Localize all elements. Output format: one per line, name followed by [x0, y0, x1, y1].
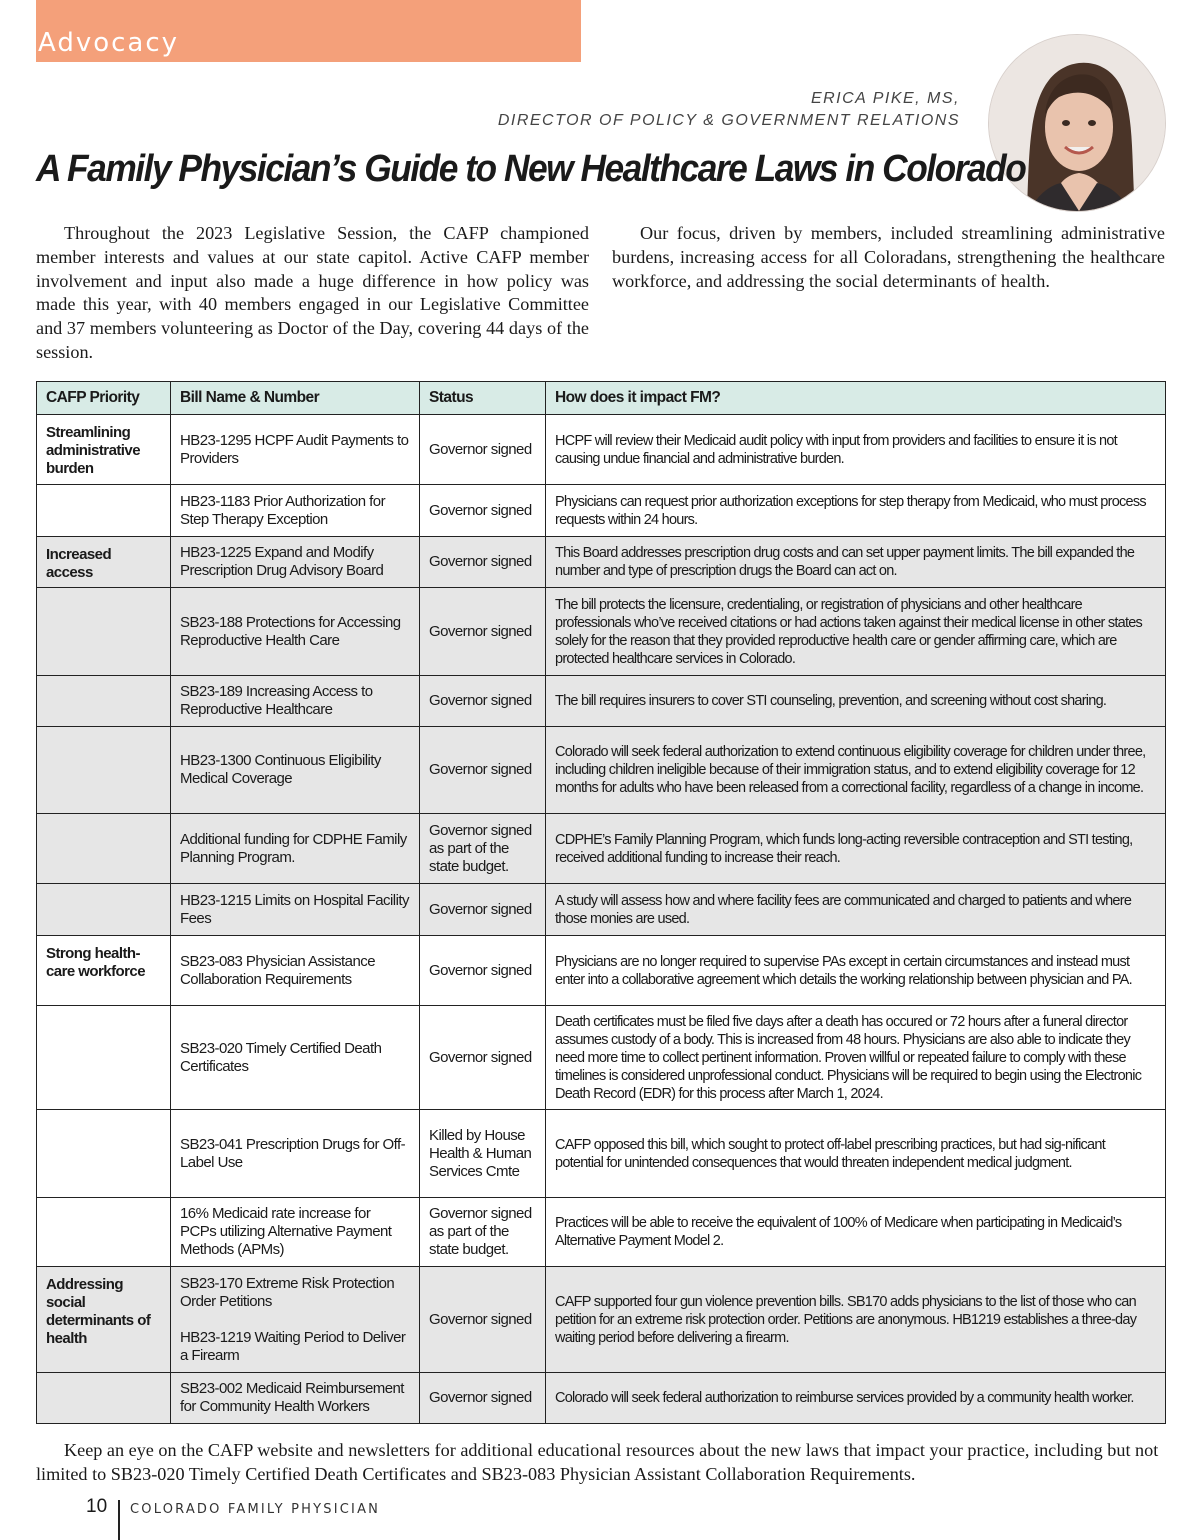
table-row: [37, 485, 1166, 537]
impact-cell: CAFP opposed this bill, which sought to protect off-label prescribing practices, but had sig-nificant potential for unintended consequences that would threaten independent medical judgment.: [546, 1110, 1166, 1198]
bill-cell: HB23-1225 Expand and Modify Prescription Drug Advisory Board: [171, 537, 420, 588]
publication-name: COLORADO FAMILY PHYSICIAN: [130, 1502, 381, 1517]
priority-cell: Addressing social determinants of health: [37, 1267, 171, 1373]
priority-cell: [37, 485, 171, 537]
bill-cell: HB23-1215 Limits on Hospital Facility Fees: [171, 884, 420, 936]
header-status: Status: [420, 382, 546, 415]
status-cell: Governor signed: [420, 936, 546, 1006]
status-cell: Governor signed as part of the state budget.: [420, 1198, 546, 1267]
bill-cell: HB23-1300 Continuous Eligibility Medical Coverage: [171, 727, 420, 814]
bill-cell: [171, 1267, 420, 1373]
priority-cell: Increased access: [37, 537, 171, 588]
bill-cell: SB23-188 Protections for Accessing Reproductive Health Care: [171, 588, 420, 676]
status-cell: Governor signed: [420, 485, 546, 537]
impact-cell: Death certificates must be filed five days after a death has occured or 72 hours after a funeral director assumes custody of a body. This is increased from 48 hours. Physicians are also able to indicate they need more time to collect pertinent information. Proven willful or repeated failure to comply with these timelines is considered unprofessional conduct. Physicians will be required to begin using the Electronic Death Record (EDR) for this process after March 1, 2024.: [546, 1006, 1166, 1110]
bill-cell: SB23-041 Prescription Drugs for Off-Label Use: [171, 1110, 420, 1198]
impact-cell: CDPHE’s Family Planning Program, which funds long-acting reversible contraception and STI testing, received additional funding to increase their reach.: [546, 814, 1166, 884]
impact-cell: The bill protects the licensure, credentialing, or registration of physicians and other healthcare professionals who’ve received citations or had actions taken against their medical license in other states solely for the reason that they provided reproductive health care or gender affirming care, which are protected healthcare services in Colorado.: [546, 588, 1166, 676]
table-header-row: [37, 382, 1166, 415]
priority-cell: [37, 727, 171, 814]
author-name: ERICA PIKE, MS,: [810, 90, 960, 107]
priority-cell: [37, 588, 171, 676]
table-row: [37, 1267, 1166, 1373]
intro-left-paragraph: Throughout the 2023 Legislative Session, the CAFP championed member interests and values at our state capitol. Active CAFP member involvement and input also made a huge difference in how policy was made this year, with 40 members engaged in our Legislative Committee and 37 members volunteering as Doctor of the Day, covering 44 days of the session.: [36, 223, 589, 362]
table-row: [37, 814, 1166, 884]
bill-cell: HB23-1183 Prior Authorization for Step Therapy Exception: [171, 485, 420, 537]
bill-cell: Additional funding for CDPHE Family Planning Program.: [171, 814, 420, 884]
author-byline: [498, 88, 960, 132]
impact-cell: Physicians can request prior authorization exceptions for step therapy from Medicaid, who must process requests within 24 hours.: [546, 485, 1166, 537]
bill-cell: SB23-020 Timely Certified Death Certificates: [171, 1006, 420, 1110]
priority-cell: [37, 676, 171, 727]
author-role: DIRECTOR OF POLICY & GOVERNMENT RELATIONS: [497, 112, 960, 129]
bill-cell: HB23-1295 HCPF Audit Payments to Providers: [171, 415, 420, 485]
impact-cell: The bill requires insurers to cover STI counseling, prevention, and screening without cost sharing.: [546, 676, 1166, 727]
table-row: [37, 727, 1166, 814]
bill-name: SB23-170 Extreme Risk Protection Order Petitions: [180, 1274, 395, 1310]
table-row: [37, 1006, 1166, 1110]
section-band: [36, 0, 581, 62]
status-cell: Governor signed: [420, 1006, 546, 1110]
status-cell: Governor signed: [420, 1267, 546, 1373]
priority-cell: [37, 1110, 171, 1198]
impact-cell: Physicians are no longer required to supervise PAs except in certain circumstances and instead must enter into a collaborative agreement which details the working relationship between physician and PA.: [546, 936, 1166, 1006]
header-bill: Bill Name & Number: [171, 382, 420, 415]
impact-cell: A study will assess how and where facility fees are communicated and charged to patients and where those monies are used.: [546, 884, 1166, 936]
priority-cell: [37, 814, 171, 884]
status-cell: Governor signed: [420, 727, 546, 814]
intro-right-paragraph: Our focus, driven by members, included streamlining administrative burdens, increasing access for all Coloradans, strengthening the healthcare workforce, and addressing the social determinants of health.: [612, 223, 1165, 291]
impact-cell: CAFP supported four gun violence prevention bills. SB170 adds physicians to the list of those who can petition for an extreme risk protection order. Petitions are anonymous. HB1219 establishes a three-day waiting period before delivering a firearm.: [546, 1267, 1166, 1373]
impact-cell: Colorado will seek federal authorization to reimburse services provided by a community health worker.: [546, 1373, 1166, 1424]
table-row: [37, 588, 1166, 676]
table-row: [37, 1110, 1166, 1198]
page-number: 10: [86, 1496, 108, 1517]
header-priority: CAFP Priority: [37, 382, 171, 415]
priority-cell: Streamlining administrative burden: [37, 415, 171, 485]
priority-cell: [37, 884, 171, 936]
priority-cell: Strong health-care workforce: [37, 936, 171, 1006]
bill-spacer: [180, 1311, 410, 1329]
header-impact: How does it impact FM?: [546, 382, 1166, 415]
status-cell: Governor signed: [420, 1373, 546, 1424]
priority-cell: [37, 1006, 171, 1110]
impact-cell: This Board addresses prescription drug costs and can set upper payment limits. The bill expanded the number and type of prescription drugs the Board can act on.: [546, 537, 1166, 588]
bill-cell: SB23-002 Medicaid Reimbursement for Community Health Workers: [171, 1373, 420, 1424]
impact-cell: Practices will be able to receive the equivalent of 100% of Medicare when participating in Medicaid’s Alternative Payment Model 2.: [546, 1198, 1166, 1267]
closing-paragraph: Keep an eye on the CAFP website and newsletters for additional educational resources about the new laws that impact your practice, including but not limited to SB23-020 Timely Certified Death Certificates and SB23-083 Physician Assistant Collaboration Requirements.: [36, 1440, 1159, 1484]
section-label: Advocacy: [38, 28, 180, 58]
article-title: A Family Physician’s Guide to New Healthcare Laws in Colorado: [36, 148, 1026, 190]
bill-cell: 16% Medicaid rate increase for PCPs utilizing Alternative Payment Methods (APMs): [171, 1198, 420, 1267]
table-row: [37, 1198, 1166, 1267]
footer-divider: [118, 1500, 120, 1540]
status-cell: Governor signed: [420, 588, 546, 676]
status-cell: Governor signed: [420, 415, 546, 485]
status-cell: Governor signed: [420, 884, 546, 936]
status-cell: Killed by House Health & Human Services Cmte: [420, 1110, 546, 1198]
table-row: [37, 537, 1166, 588]
table-row: [37, 884, 1166, 936]
status-cell: Governor signed as part of the state budget.: [420, 814, 546, 884]
status-cell: Governor signed: [420, 676, 546, 727]
table-row: [37, 415, 1166, 485]
bill-name-second: HB23-1219 Waiting Period to Deliver a Firearm: [180, 1328, 406, 1364]
priority-cell: [37, 1198, 171, 1267]
bill-cell: SB23-083 Physician Assistance Collaboration Requirements: [171, 936, 420, 1006]
impact-cell: Colorado will seek federal authorization to extend continuous eligibility coverage for children under three, including children ineligible because of their immigration status, and to extend eligibility coverage for 12 months for adults who have been released from a correctional facility, regardless of a change in income.: [546, 727, 1166, 814]
table-row: [37, 1373, 1166, 1424]
bill-cell: SB23-189 Increasing Access to Reproductive Healthcare: [171, 676, 420, 727]
table-row: [37, 676, 1166, 727]
impact-cell: HCPF will review their Medicaid audit policy with input from providers and facilities to ensure it is not causing undue financial and administrative burden.: [546, 415, 1166, 485]
status-cell: Governor signed: [420, 537, 546, 588]
priority-cell: [37, 1373, 171, 1424]
bills-table: [36, 381, 1166, 1424]
table-row: [37, 936, 1166, 1006]
